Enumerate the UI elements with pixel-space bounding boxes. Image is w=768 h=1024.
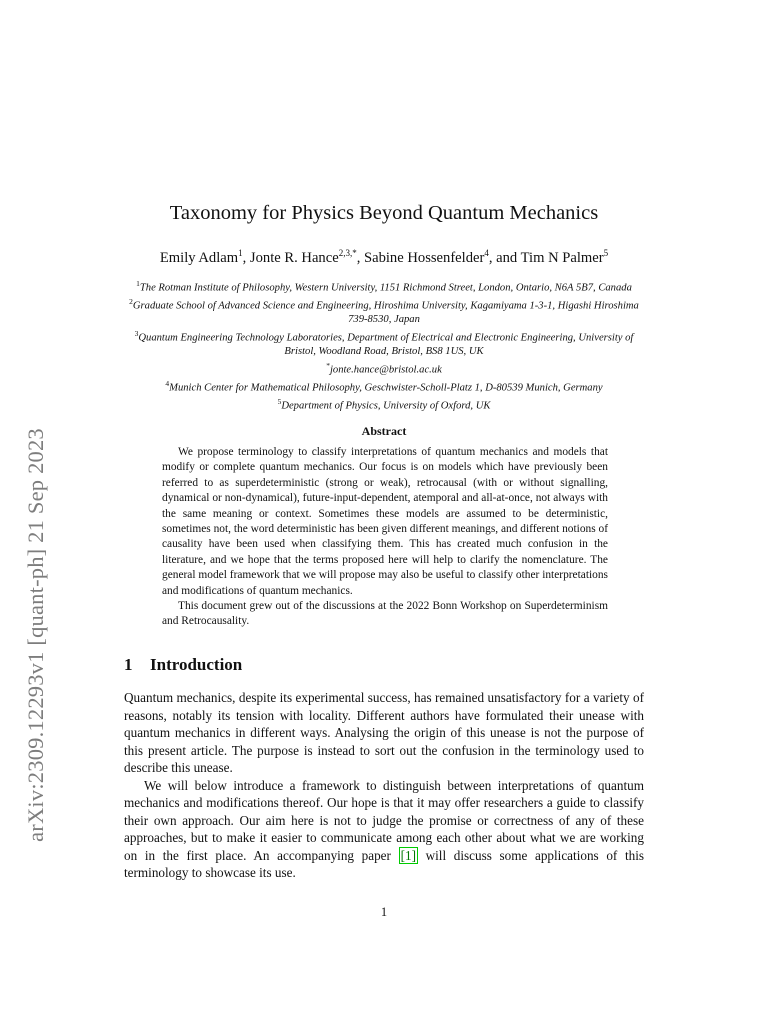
author-name: Emily Adlam <box>159 249 239 266</box>
affiliation: $^1$The Rotman Institute of Philosophy, Western University, 1151 Richmond Street, London, Ontario, N6A 5B7, Canada <box>136 279 632 294</box>
corresponding-email: *jonte.hance@bristol.ac.uk <box>326 360 442 376</box>
author-sup: 2,3,* <box>338 248 357 258</box>
author-sup: 4 <box>484 248 489 258</box>
author-name: Sabine Hossenfelder <box>363 249 485 266</box>
abstract-paragraph: We propose terminology to classify interpretations of quantum mechanics and models that modify or complete quantum mechanics. Our focus is on models which have previously been referred to as superdeterministic (strong or weak), retrocausal (with or without signalling, dynamical or non-dynamical), future-input-dependent, atemporal and all-at-once, not always with the same meaning or context. Sometimes these models are assumed to be deterministic, sometimes not, the word deterministic has been given different meanings, and different notions of causality have been used when classifying them. This has created much confusion in the literature, and we hope that the terms proposed here will help to clarify the nomenclature. The general model framework that we will propose may also be useful to classify other interpretations and modifications of quantum mechanics. <box>162 446 608 597</box>
author-sup: 5 <box>603 248 609 258</box>
body-paragraph: We will below introduce a framework to distinguish between interpretations of quantum mechanics and modifications thereof. Our hope is that it may offer researchers a guide to classify their own approach. Our aim here is not to judge the promise or correctness of any of these approaches, but to make it easier to communicate among each other about what we are working on in the first place. An accompanying paper [1] will discuss some applications of this terminology to showcase its use. <box>124 777 644 880</box>
abstract-heading: Abstract <box>361 424 407 438</box>
page-number: 1 <box>380 905 388 919</box>
citation-link[interactable]: [1] <box>400 847 416 863</box>
arxiv-identifier: arXiv:2309.12293v1 [quant-ph] 21 Sep 2023 <box>23 428 48 842</box>
author-list: Emily Adlam$^1$, Jonte R. Hance$^{2,3,*}$, Sabine Hossenfelder$^4$, and Tim N Palmer$^5$ <box>159 248 609 266</box>
section-number: 1 <box>124 655 133 674</box>
affiliation-list <box>124 277 644 413</box>
section-title: Introduction <box>150 655 243 674</box>
affiliation: $^4$Munich Center for Mathematical Philosophy, Geschwister-Scholl-Platz 1, D-80539 Munich, Germany <box>165 378 603 394</box>
author-name: Jonte R. Hance <box>249 249 339 266</box>
body-text <box>124 689 644 882</box>
author-sup: 1 <box>238 248 243 258</box>
affiliation: $^5$Department of Physics, University of Oxford, UK <box>277 396 491 412</box>
body-paragraph: Quantum mechanics, despite its experimental success, has remained unsatisfactory for a variety of reasons, notably its tension with locality. Different authors have formulated their unease with quantum mechanics in different ways. Analysing the origin of this unease is not the purpose of this present article. The purpose is instead to sort out the confusion in the terminology used to describe this unease. <box>124 690 644 775</box>
affiliation: $^3$Quantum Engineering Technology Laboratories, Department of Electrical and Electronic Engineering, University of Bristol, Woodland Road, Bristol, BS8 1US, UK <box>134 328 634 357</box>
abstract-paragraph: This document grew out of the discussions at the 2022 Bonn Workshop on Superdeterminism and Retrocausality. <box>162 600 608 628</box>
author-name: Tim N Palmer <box>520 249 604 266</box>
paper-title: Taxonomy for Physics Beyond Quantum Mechanics <box>169 202 599 224</box>
abstract-body <box>162 445 608 630</box>
section-heading <box>124 655 644 675</box>
affiliation: $^2$Graduate School of Advanced Science and Engineering, Hiroshima University, Kagamiyama 1-3-1, Higashi Hiroshima 739-8530, Japan <box>129 297 639 326</box>
